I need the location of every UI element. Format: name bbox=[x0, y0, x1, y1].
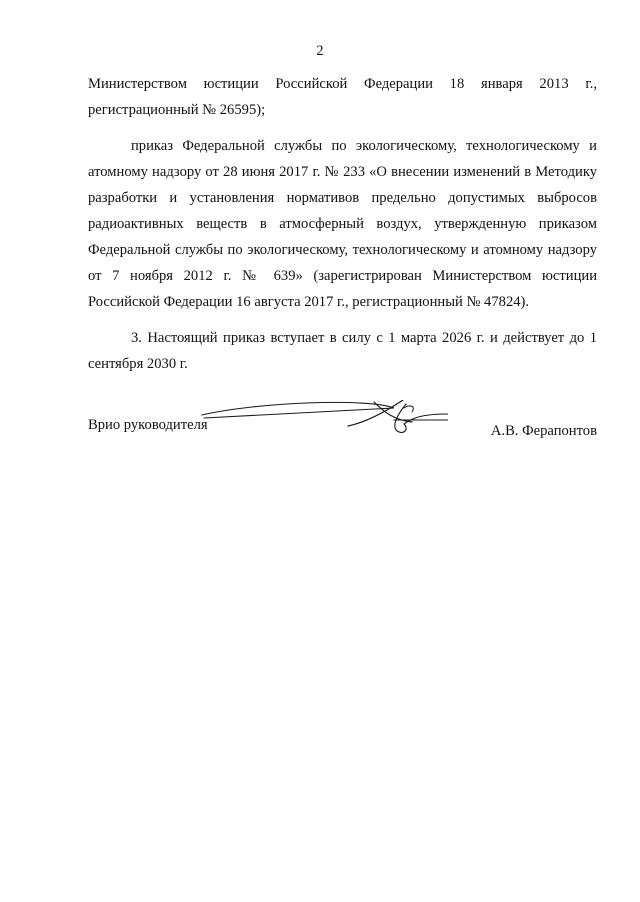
paragraph-effective-date: 3. Настоящий приказ вступает в силу с 1 марта 2026 г. и действует до 1 сентября 2030 г. bbox=[88, 330, 597, 372]
document-body bbox=[88, 71, 597, 377]
signature-block bbox=[88, 400, 597, 450]
signatory-position: Врио руководителя bbox=[88, 417, 208, 433]
paragraph-continuation: Министерством юстиции Российской Федерации 18 января 2013 г., регистрационный № 26595); bbox=[88, 76, 597, 118]
paragraph-order-reference: приказ Федеральной службы по экологическому, технологическому и атомному надзору от 28 июня 2017 г. № 233 «О внесении изменений в Методику разработки и установления нормативов предельно допустимых выбросов радиоактивных веществ в атмосферный воздух, утвержденную приказом Федеральной службы по экологическому, технологическому и атомному надзору от 7 ноября 2012 г. № 639» (зарегистрирован Министерством юстиции Российской Федерации 16 августа 2017 г., регистрационный № 47824). bbox=[88, 138, 597, 310]
handwritten-signature bbox=[198, 400, 448, 450]
page-number: 2 bbox=[316, 43, 324, 59]
signatory-name: А.В. Ферапонтов bbox=[490, 423, 597, 439]
